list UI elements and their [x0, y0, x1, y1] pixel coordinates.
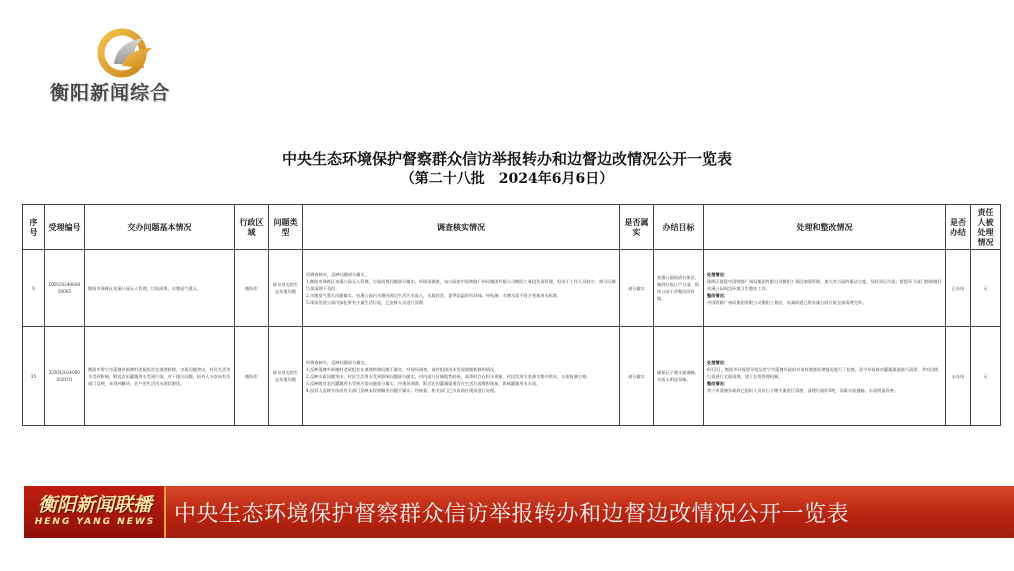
cell-complaint: 衡阳市珠晖区泉溪公园无人管理，垃圾成堆，水塘臭气熏天。 — [85, 250, 235, 327]
handling-text: 6月2日，衡阳市环保督导组及常宁市蓬塘乡政府对该村调查处理情况进行了检查，责令乡政府对灌溉渠道进行清淤，并对沿线垃圾进行全面清理，建立长效管理机制。 — [707, 366, 939, 379]
program-badge — [24, 486, 166, 538]
header-handling: 处理和整改情况 — [704, 205, 946, 250]
handling-text: 珠晖区督促中国铁路广州局集团有限公司衡阳工务段加强管理，加大对公园的保洁力度，及时清运垃圾；督促环卫部门协助做好泉溪公园周边环境卫生整治工作。 — [707, 278, 942, 291]
investigation-para: 2.反映水质问题突出、村民生活用水受到影响问题部分属实。村内部分区域地势较低，雨季时存在积水现象，村民饮用水来源为集中供水，水质检测合格。 — [306, 373, 591, 379]
cell-goal: 加强公园的清扫保洁，做到垃圾日产日清，保持公园干净整洁的环境。 — [654, 250, 704, 327]
cell-investigation — [303, 327, 620, 426]
station-logo-text: 衡阳新闻综合 — [50, 82, 171, 104]
cell-complaint: 衡阳市常宁市蓬塘乡新塘村老屋组存在填埋转移，水质问题突出，村民生活用水受到影响，附近农田灌溉用水受到污染，对于排污问题，投诉人多次向有关部门反映，未得到解决，农户的生活用水现状堪忧。 — [85, 327, 235, 426]
handling-text: 中国铁路广州局集团有限公司衡阳工务段、泉溪街道已将泉溪公园垃圾全部清理完毕。 — [707, 299, 867, 305]
cell-seq: 9 — [23, 250, 45, 327]
header-is-true: 是否属实 — [620, 205, 654, 250]
handling-text: 常宁市蓬塘乡政府已组织人员对石子塘支渠进行清淤，清理垃圾约5吨，沟渠水流通畅，水质明显改善。 — [707, 387, 899, 393]
investigation-para: 1.衡阳市珠晖区泉溪公园无人管理，垃圾成堆问题部分属实。经现场调查，该公园由中国铁路广州局集团有限公司衡阳工务段负责管理，但由于工作人员较少，部分区域垃圾清理不及时。 — [306, 278, 616, 291]
cell-issue-type: 群众身边的生态环境问题 — [269, 327, 303, 426]
station-logo-icon — [92, 28, 162, 78]
header-district: 行政区域 — [235, 205, 269, 250]
investigation-para: 3.现场发现公园内绿化带有少量生活垃圾，已安排人员进行清理。 — [306, 299, 428, 305]
program-badge-subtitle: HENG YANG NEWS — [34, 517, 156, 527]
cell-handling — [704, 327, 946, 426]
header-accountability: 责任人被处理情况 — [971, 205, 1001, 250]
header-investigation: 调查核实情况 — [303, 205, 620, 250]
program-badge-title: 衡阳新闻联播 — [37, 494, 152, 516]
cell-accept-no: DXN2024060050005 — [45, 250, 85, 327]
cell-accountability: 无 — [971, 327, 1001, 426]
cell-closed: 未办结 — [946, 327, 971, 426]
document-title: 中央生态环境保护督察群众信访举报转办和边督边改情况公开一览表 — [281, 150, 732, 168]
cell-district: 衡阳市 — [235, 250, 269, 327]
document-subtitle: （第二十八批 2024年6月6日） — [400, 171, 614, 187]
cell-district: 衡阳市 — [235, 327, 269, 426]
investigation-para: 经调查核实，反映问题部分属实。 — [306, 271, 369, 277]
investigation-para: 4.投诉人反映多次向有关部门反映未得到解决问题不属实。经核查，相关部门已多次前往现场进行处理。 — [306, 387, 499, 393]
header-closed: 是否办结 — [946, 205, 971, 250]
handling-label: 处理情况： — [707, 271, 728, 277]
cell-goal: 确保石子塘支渠通畅，水质无明显异味。 — [654, 327, 704, 426]
table-row — [23, 327, 1001, 426]
ticker-headline: 中央生态环境保护督察群众信访举报转办和边督边改情况公开一览表 — [174, 502, 850, 527]
investigation-para: 2.水塘臭气熏天问题属实。泉溪公园内水塘因周边生活污水流入，水质较差，夏季高温时有异味。经检测，水塘水质不符合景观用水标准。 — [306, 292, 562, 298]
table-row — [23, 250, 1001, 327]
investigation-para: 经调查核实，反映问题部分属实。 — [306, 359, 369, 365]
table-header-row — [23, 205, 1001, 250]
header-seq: 序号 — [23, 205, 45, 250]
handling-label: 整改情况： — [707, 292, 728, 298]
disclosure-table — [22, 204, 1001, 426]
investigation-para: 3.反映附近农田灌溉用水受到污染问题部分属实。经现场调查，附近农田灌溉渠道存在生活垃圾堆积现象，影响灌溉用水水质。 — [306, 380, 541, 386]
handling-label: 整改情况： — [707, 380, 728, 386]
station-logo — [50, 28, 200, 108]
header-complaint: 交办问题基本情况 — [85, 205, 235, 250]
cell-is-true: 部分属实 — [620, 250, 654, 327]
header-issue-type: 问题类型 — [269, 205, 303, 250]
handling-label: 处理情况： — [707, 359, 728, 365]
cell-accept-no: X3XN2024060050101 — [45, 327, 85, 426]
cell-seq: 35 — [23, 327, 45, 426]
header-goal: 办结目标 — [654, 205, 704, 250]
cell-is-true: 部分属实 — [620, 327, 654, 426]
investigation-para: 1.反映蓬塘乡新塘村老屋组存在填埋转移问题不属实。经现场调查，该村组周边未发现填埋转移的情况。 — [306, 366, 499, 372]
header-accept-no: 受理编号 — [45, 205, 85, 250]
cell-issue-type: 群众身边的生态环境问题 — [269, 250, 303, 327]
cell-handling — [704, 250, 946, 327]
news-ticker — [24, 486, 1014, 538]
cell-accountability: 无 — [971, 250, 1001, 327]
cell-closed: 已办结 — [946, 250, 971, 327]
cell-investigation — [303, 250, 620, 327]
